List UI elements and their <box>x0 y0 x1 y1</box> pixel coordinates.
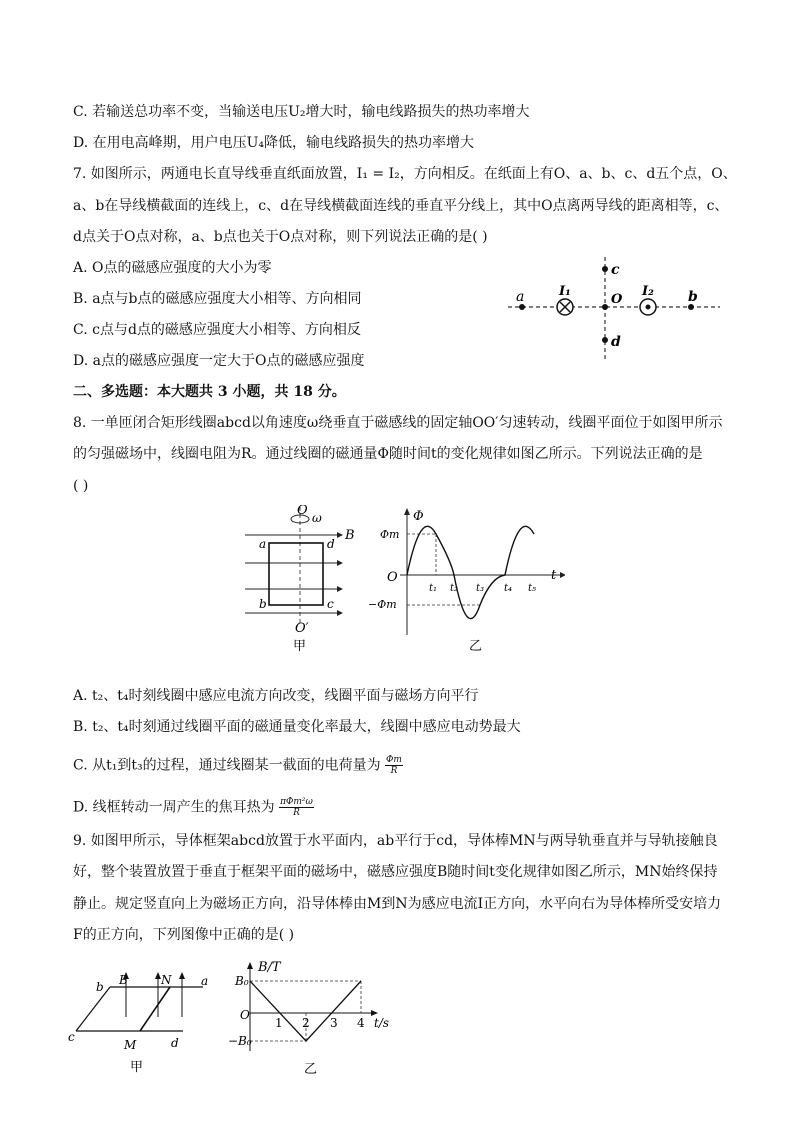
fraction-d <box>279 797 314 818</box>
t5-label: t₅ <box>528 583 537 594</box>
coil-a-label: a <box>259 537 267 551</box>
option-c-q8 <box>73 755 403 776</box>
phim-label: Φm <box>380 528 400 541</box>
figure-yi-caption: 乙 <box>469 639 483 654</box>
option-c-q6: C. 若输送总功率不变，当输送电压U₂增大时，输电线路损失的热功率增大 <box>73 104 530 120</box>
rod-n-label: N <box>161 973 172 987</box>
t3-label: t₃ <box>476 583 485 594</box>
rod-m-label: M <box>124 1038 137 1052</box>
figure-q9-yi <box>228 960 389 1077</box>
option-b-q7: B. a点与b点的磁感应强度大小相等、方向相同 <box>73 291 362 307</box>
question-9-stem-2: 好，整个装置放置于垂直于框架平面的磁场中，磁感应强度B随时间t变化规律如图乙所示，MN始终保持 <box>73 864 718 880</box>
tick-1-label: 1 <box>275 1016 283 1030</box>
t1-label: t₁ <box>429 583 438 594</box>
option-a-q8: A. t₂、t₄时刻线圈中感应电流方向改变，线圈平面与磁场方向平行 <box>73 688 479 704</box>
question-8-stem: 8. 一单匝闭合矩形线圈abcd以角速度ω绕垂直于磁感线的固定轴OO′匀速转动，线圈平面位于如图甲所示 <box>73 415 723 431</box>
figure-q7 <box>500 255 730 365</box>
fraction-d-numerator: πΦm²ω <box>280 797 313 807</box>
point-d-label: d <box>611 334 621 350</box>
question-9-stem-4: F的正方向，下列图像中正确的是( ) <box>73 927 295 943</box>
coil-b-label: b <box>259 597 267 611</box>
frame-d-label: d <box>171 1036 179 1050</box>
figure-yi-caption-q9: 乙 <box>304 1062 318 1077</box>
tick-2-label: 2 <box>302 1016 310 1030</box>
fraction-c <box>385 755 403 776</box>
origin-label-q9: O <box>240 1008 250 1022</box>
frame-a-label: a <box>201 974 209 988</box>
figure-q8-yi <box>368 508 565 654</box>
option-c-q8-text: C. 从t₁到t₃的过程，通过线圈某一截面的电荷量为 <box>73 757 381 774</box>
point-o-label: O <box>611 292 623 307</box>
t-axis-label: t <box>551 568 557 583</box>
figure-q9-jia <box>68 972 208 1075</box>
option-d-q8 <box>73 797 314 818</box>
question-7-stem-3: d点关于O点对称，a、b点也关于O点对称，则下列说法正确的是( ) <box>73 229 488 245</box>
option-d-q8-text: D. 线框转动一周产生的焦耳热为 <box>73 799 275 816</box>
option-b-q8: B. t₂、t₄时刻通过线圈平面的磁通量变化率最大，线圈中感应电动势最大 <box>73 719 521 735</box>
question-7-stem-2: a、b在导线横截面的连线上，c、d在导线横截面连线的垂直平分线上，其中O点离两导线的距离相等，c、 <box>73 198 729 214</box>
t4-label: t₄ <box>504 583 513 594</box>
fraction-c-denominator: R <box>390 766 398 776</box>
current-i2-label: I₂ <box>642 284 654 299</box>
point-c-label: c <box>611 262 620 278</box>
omega-label: ω <box>312 511 322 525</box>
option-d-q7: D. a点的磁感应强度一定大于O点的磁感应强度 <box>73 353 365 369</box>
coil-d-label: d <box>327 537 335 551</box>
fraction-c-numerator: Φm <box>386 755 402 765</box>
question-8-stem-3: ( ) <box>73 478 89 494</box>
origin-label: O <box>387 570 398 585</box>
figure-q8-jia <box>245 505 355 654</box>
question-7-stem: 7. 如图所示，两通电长直导线垂直纸面放置，I₁ = I₂，方向相反。在纸面上有O、a、b、c、d五个点，O、 <box>73 166 737 182</box>
coil-c-label: c <box>327 597 334 611</box>
option-a-q7: A. O点的磁感应强度的大小为零 <box>73 260 272 276</box>
fraction-d-denominator: R <box>293 808 300 818</box>
neg-b0-label: −B₀ <box>228 1034 252 1048</box>
tick-4-label: 4 <box>357 1016 365 1030</box>
point-b-label: b <box>688 289 698 305</box>
question-8-stem-2: 的匀强磁场中，线圈电阻为R。通过线圈的磁通量Φ随时间t的变化规律如图乙所示。下列说法正确的是 <box>73 446 703 462</box>
axis-o-label: O <box>297 505 308 518</box>
figure-jia-caption-q9: 甲 <box>130 1060 144 1075</box>
b-field-label: B <box>345 528 355 543</box>
frame-b-label: b <box>96 980 104 994</box>
option-c-q7: C. c点与d点的磁感应强度大小相等、方向相反 <box>73 322 361 338</box>
point-a-label: a <box>516 289 525 305</box>
field-b-label: B <box>119 973 128 987</box>
option-d-q6: D. 在用电高峰期，用户电压U₄降低，输电线路损失的热功率增大 <box>73 135 475 151</box>
figure-q9 <box>68 955 398 1080</box>
t2-label: t₂ <box>450 583 459 594</box>
question-9-stem-3: 静止。规定竖直向上为磁场正方向，沿导体棒由M到N为感应电流I正方向，水平向右为导体棒所受安培力 <box>73 896 722 912</box>
figure-q8 <box>235 505 565 655</box>
axis-oprime-label: O′ <box>295 621 309 636</box>
t-axis-label-q9: t/s <box>374 1016 390 1030</box>
tick-3-label: 3 <box>330 1016 338 1030</box>
b-axis-label: B/T <box>258 960 281 975</box>
b0-label: B₀ <box>235 974 249 988</box>
figure-jia-caption: 甲 <box>293 639 307 654</box>
current-i1-label: I₁ <box>559 284 571 299</box>
question-9-stem: 9. 如图甲所示，导体框架abcd放置于水平面内，ab平行于cd，导体棒MN与两导轨垂直并与导轨接触良 <box>73 833 718 849</box>
frame-c-label: c <box>68 1030 75 1044</box>
section-heading: 二、多选题：本大题共 3 小题，共 18 分。 <box>73 384 346 400</box>
neg-phim-label: −Φm <box>368 598 397 611</box>
phi-axis-label: Φ <box>413 509 424 524</box>
